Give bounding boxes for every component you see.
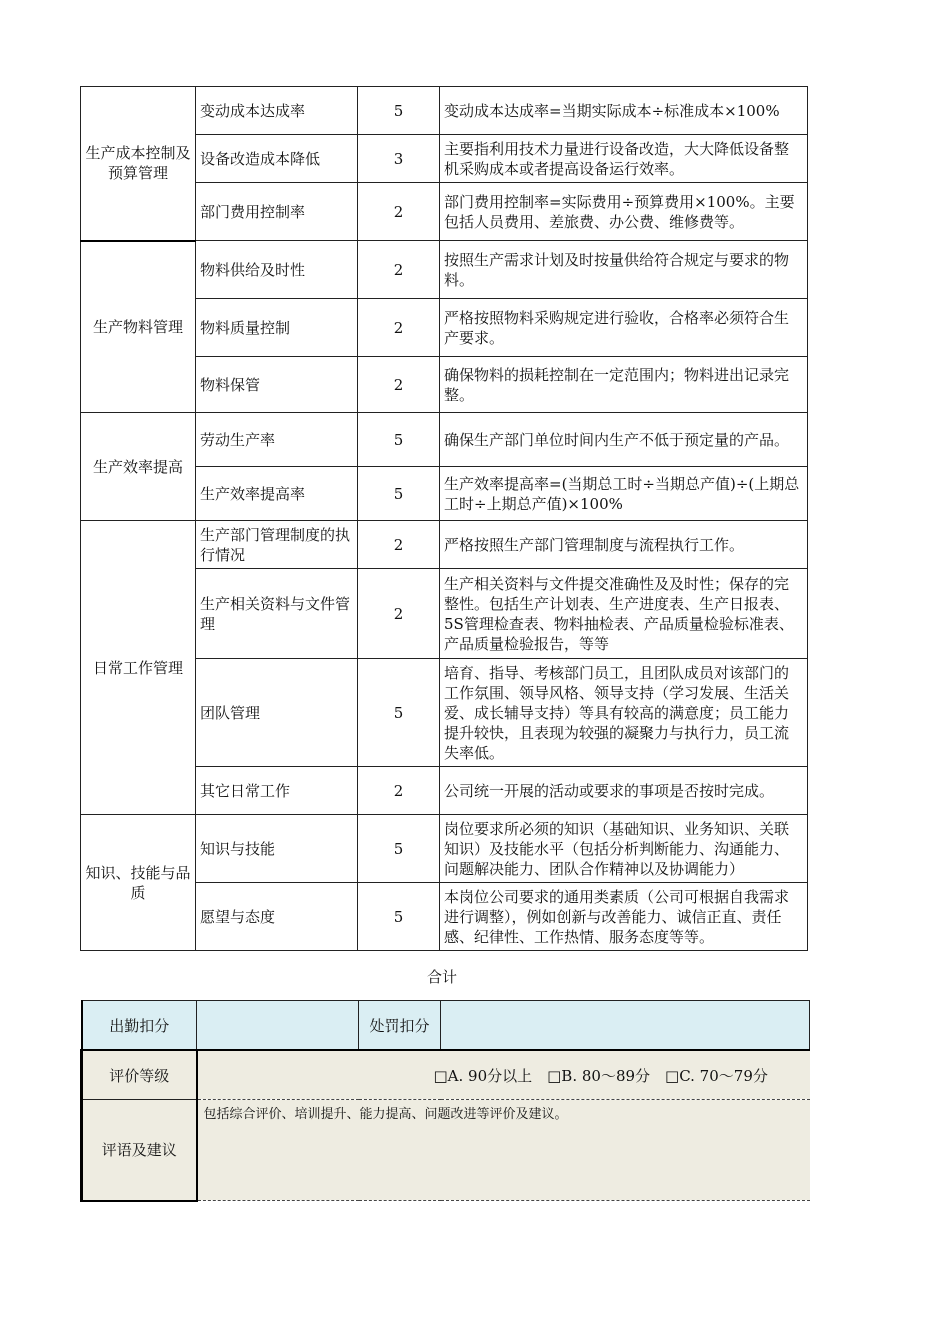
attendance-deduction-field[interactable]: [197, 1001, 359, 1051]
item-score: 2: [358, 767, 440, 815]
item-name: 劳动生产率: [196, 413, 358, 467]
item-score: 5: [358, 413, 440, 467]
category-cell: 生产效率提高: [81, 413, 196, 521]
comment-field[interactable]: 包括综合评价、培训提升、能力提高、问题改进等评价及建议。: [197, 1100, 810, 1201]
item-score: 5: [358, 659, 440, 767]
item-score: 2: [358, 569, 440, 659]
penalty-label: 处罚扣分: [359, 1001, 441, 1051]
item-desc: 确保物料的损耗控制在一定范围内；物料进出记录完整。: [440, 357, 808, 413]
item-name: 团队管理: [196, 659, 358, 767]
item-desc: 变动成本达成率=当期实际成本÷标准成本×100%: [440, 87, 808, 135]
table-row: [81, 815, 808, 883]
item-name: 其它日常工作: [196, 767, 358, 815]
total-label: 合计: [427, 968, 458, 986]
attendance-row: [82, 1001, 810, 1051]
item-score: 2: [358, 183, 440, 241]
table-row: [81, 413, 808, 467]
item-name: 愿望与态度: [196, 883, 358, 951]
rating-row: [82, 1050, 810, 1100]
item-name: 变动成本达成率: [196, 87, 358, 135]
rating-options[interactable]: □A. 90分以上 □B. 80～89分 □C. 70～79分: [197, 1050, 810, 1100]
item-score: 5: [358, 467, 440, 521]
item-desc: 本岗位公司要求的通用类素质（公司可根据自我需求进行调整），例如创新与改善能力、诚信正直、责任感、纪律性、工作热情、服务态度等等。: [440, 883, 808, 951]
item-name: 生产部门管理制度的执行情况: [196, 521, 358, 569]
kpi-table: [80, 86, 808, 951]
comment-label: 评语及建议: [82, 1100, 197, 1201]
item-desc: 公司统一开展的活动或要求的事项是否按时完成。: [440, 767, 808, 815]
item-score: 2: [358, 299, 440, 357]
rating-label: 评价等级: [82, 1050, 197, 1100]
item-name: 物料供给及时性: [196, 241, 358, 299]
item-score: 2: [358, 357, 440, 413]
item-desc: 培育、指导、考核部门员工，且团队成员对该部门的工作氛围、领导风格、领导支持（学习发展、生活关爱、成长辅导支持）等具有较高的满意度；员工能力提升较快，且表现为较强的凝聚力与执行力，员工流失率低。: [440, 659, 808, 767]
item-desc: 严格按照生产部门管理制度与流程执行工作。: [440, 521, 808, 569]
penalty-deduction-field[interactable]: [441, 1001, 810, 1051]
attendance-label: 出勤扣分: [82, 1001, 197, 1051]
category-cell: 知识、技能与品质: [81, 815, 196, 951]
item-name: 部门费用控制率: [196, 183, 358, 241]
item-score: 5: [358, 883, 440, 951]
item-score: 5: [358, 815, 440, 883]
comment-row: [82, 1100, 810, 1201]
item-desc: 部门费用控制率=实际费用÷预算费用×100%。主要包括人员费用、差旅费、办公费、维修费等。: [440, 183, 808, 241]
item-name: 物料保管: [196, 357, 358, 413]
item-name: 物料质量控制: [196, 299, 358, 357]
item-desc: 生产相关资料与文件提交准确性及及时性；保存的完整性。包括生产计划表、生产进度表、生产日报表、5S管理检查表、物料抽检表、产品质量检验标准表、产品质量检验报告，等等: [440, 569, 808, 659]
category-cell: 生产成本控制及预算管理: [81, 87, 196, 241]
item-score: 2: [358, 521, 440, 569]
item-score: 5: [358, 87, 440, 135]
table-row: [81, 521, 808, 569]
category-cell: 生产物料管理: [81, 241, 196, 413]
item-name: 生产效率提高率: [196, 467, 358, 521]
summary-table: [80, 1000, 810, 1202]
item-desc: 按照生产需求计划及时按量供给符合规定与要求的物料。: [440, 241, 808, 299]
item-desc: 生产效率提高率=(当期总工时÷当期总产值)÷(上期总工时÷上期总产值)×100%: [440, 467, 808, 521]
item-score: 2: [358, 241, 440, 299]
item-score: 3: [358, 135, 440, 183]
item-name: 知识与技能: [196, 815, 358, 883]
item-desc: 主要指利用技术力量进行设备改造，大大降低设备整机采购成本或者提高设备运行效率。: [440, 135, 808, 183]
item-name: 生产相关资料与文件管理: [196, 569, 358, 659]
item-desc: 严格按照物料采购规定进行验收，合格率必须符合生产要求。: [440, 299, 808, 357]
table-row: [81, 87, 808, 135]
item-name: 设备改造成本降低: [196, 135, 358, 183]
item-desc: 确保生产部门单位时间内生产不低于预定量的产品。: [440, 413, 808, 467]
item-desc: 岗位要求所必须的知识（基础知识、业务知识、关联知识）及技能水平（包括分析判断能力、沟通能力、问题解决能力、团队合作精神以及协调能力）: [440, 815, 808, 883]
table-row: [81, 241, 808, 299]
category-cell: 日常工作管理: [81, 521, 196, 815]
